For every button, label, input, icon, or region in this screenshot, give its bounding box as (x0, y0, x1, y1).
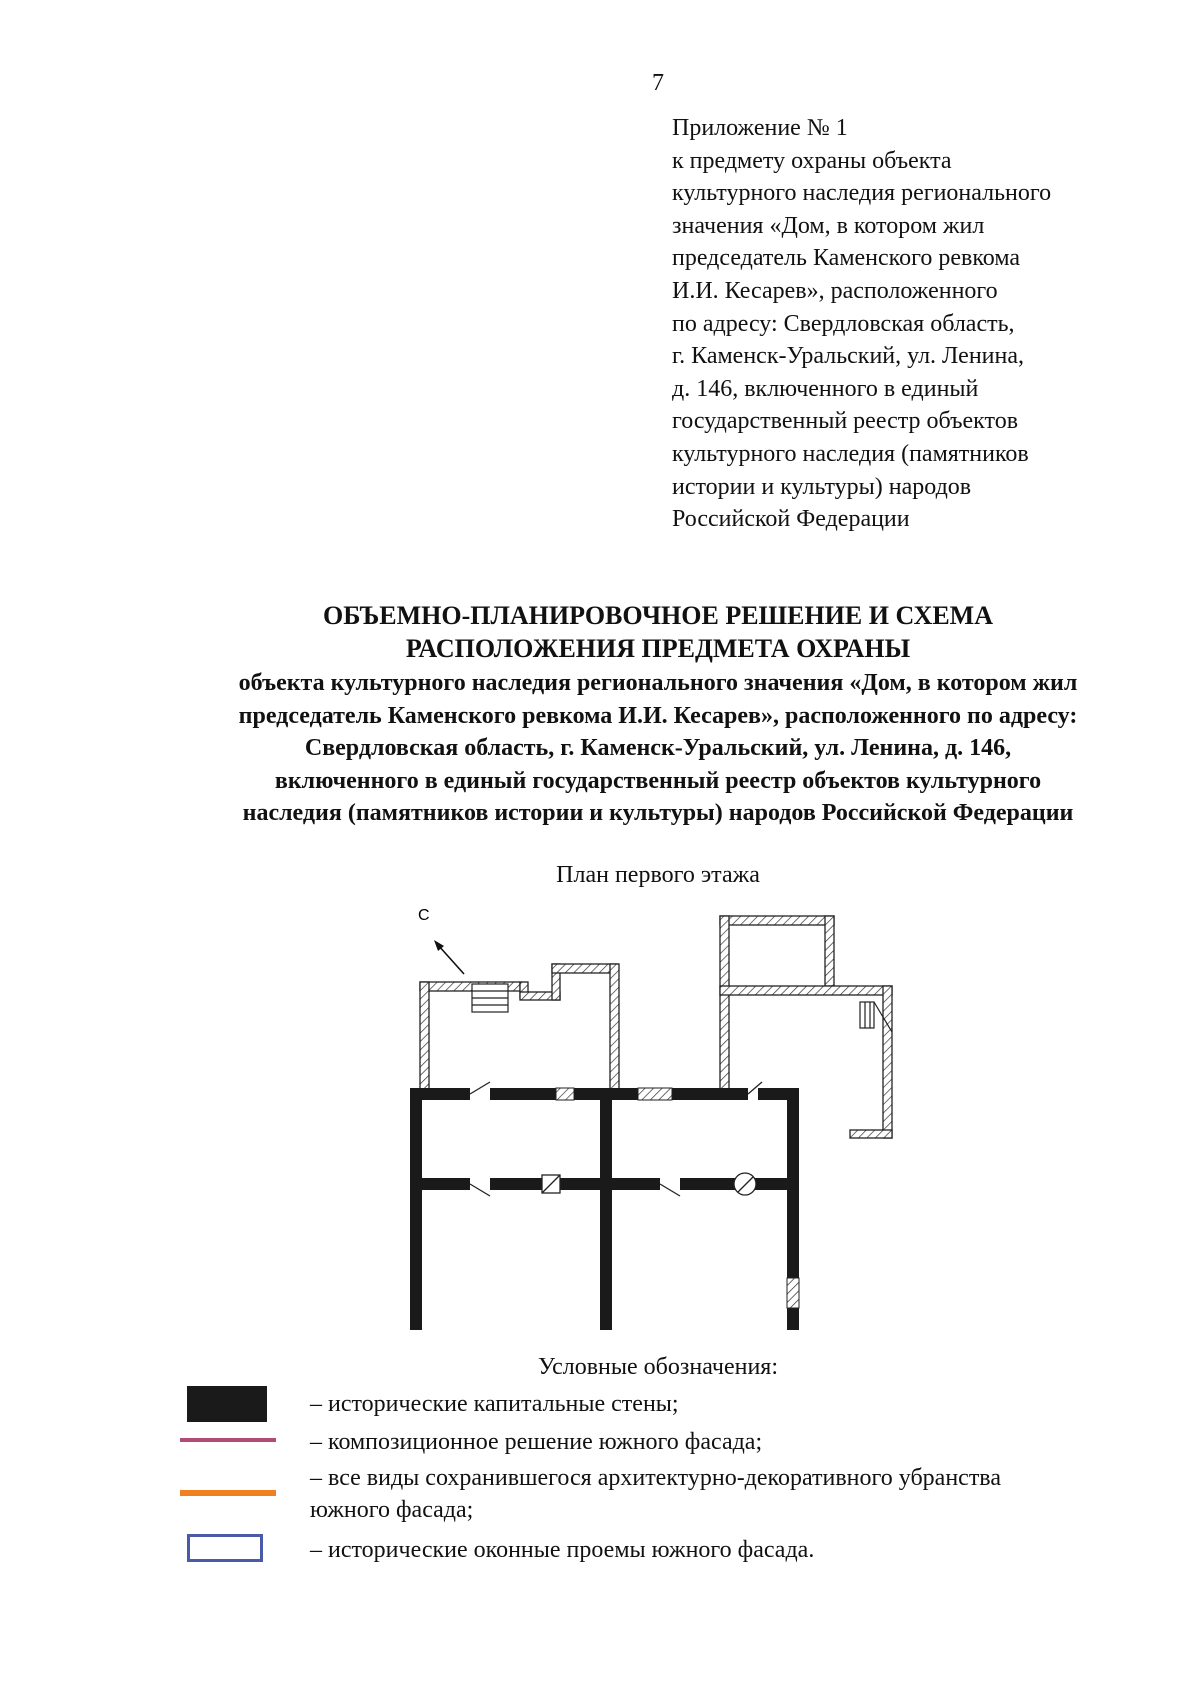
floor-plan (410, 890, 920, 1330)
appendix-line: государственный реестр объектов (672, 408, 1019, 435)
document-title (0, 600, 1200, 665)
appendix-line: И.И. Кесарев», расположенного (672, 277, 998, 304)
legend-swatch-windows (187, 1534, 263, 1562)
legend-text: – исторические капитальные стены; (310, 1391, 679, 1417)
north-arrow-icon (434, 940, 464, 974)
appendix-line: д. 146, включенного в единый (672, 375, 979, 402)
appendix-line: по адресу: Свердловская область, (672, 310, 1015, 337)
north-label: С (418, 907, 430, 924)
title-line: РАСПОЛОЖЕНИЯ ПРЕДМЕТА ОХРАНЫ (405, 633, 911, 663)
subtitle-line: Свердловская область, г. Каменск-Уральский, ул. Ленина, д. 146, (304, 735, 1012, 762)
legend-text: – все виды сохранившегося архитектурно-декоративного убранства (310, 1465, 1001, 1491)
appendix-line: Приложение № 1 (672, 115, 848, 141)
capital-walls (410, 1088, 805, 1330)
legend-text: – композиционное решение южного фасада; (310, 1429, 763, 1455)
legend-text: – исторические оконные проемы южного фасада. (310, 1537, 815, 1563)
stove-icon (734, 1173, 756, 1195)
stair-icon (472, 984, 508, 1012)
legend-item-decor (310, 1462, 1001, 1526)
legend-swatch-decor (180, 1490, 276, 1496)
subtitle-line: председатель Каменского ревкома И.И. Кесарев», расположенного по адресу: (238, 702, 1078, 729)
appendix-line: значения «Дом, в котором жил (672, 212, 985, 239)
appendix-note (672, 112, 1172, 536)
wall-openings (556, 1088, 799, 1308)
legend-item-composition (310, 1426, 762, 1458)
appendix-line: культурного наследия (памятников (672, 440, 1029, 467)
document-subtitle (0, 667, 1200, 830)
plan-caption: План первого этажа (556, 862, 760, 888)
page-number: 7 (652, 70, 664, 96)
appendix-line: г. Каменск-Уральский, ул. Ленина, (672, 343, 1025, 370)
appendix-line: истории и культуры) народов (672, 473, 972, 500)
legend-item-windows (310, 1534, 814, 1566)
subtitle-line: включенного в единый государственный реестр объектов культурного (274, 767, 1042, 794)
appendix-line: председатель Каменского ревкома (672, 245, 1020, 272)
subtitle-line: объекта культурного наследия регионального значения «Дом, в котором жил (238, 670, 1078, 696)
appendix-line: к предмету охраны объекта (672, 147, 952, 174)
legend-text-continued: южного фасада; (310, 1497, 474, 1523)
subtitle-line: наследия (памятников истории и культуры) народов Российской Федерации (242, 800, 1074, 827)
appendix-line: Российской Федерации (672, 506, 910, 533)
legend-title: Условные обозначения: (537, 1354, 779, 1380)
legend-swatch-composition (180, 1438, 276, 1442)
title-line: ОБЪЕМНО-ПЛАНИРОВОЧНОЕ РЕШЕНИЕ И СХЕМА (322, 601, 994, 630)
legend-swatch-walls (187, 1386, 267, 1422)
chimney-icon (542, 1175, 560, 1193)
left-annex (420, 964, 619, 1098)
appendix-line: культурного наследия регионального (672, 180, 1052, 207)
legend-item-walls (310, 1388, 679, 1420)
